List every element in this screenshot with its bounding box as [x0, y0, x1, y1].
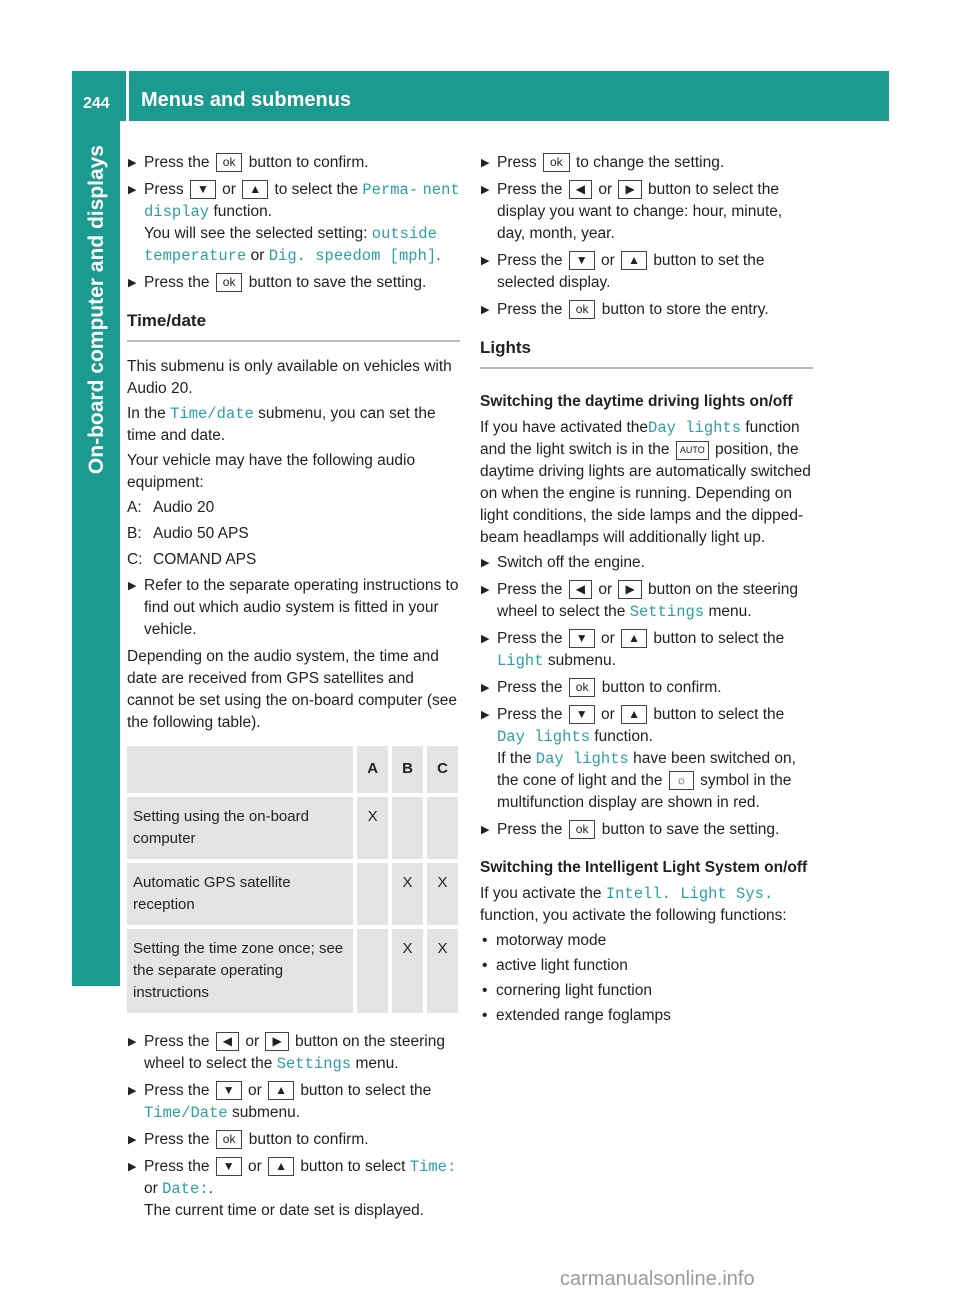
table-row: Setting the time zone once; see the separate operating instructions X X — [127, 927, 458, 1015]
up-key-icon: ▲ — [621, 629, 647, 648]
list-item: • active light function — [480, 955, 813, 977]
ok-key-icon: ok — [569, 820, 596, 839]
paragraph: If you activate the Intell. Light Sys. function, you activate the following functions: — [480, 885, 787, 924]
paragraph: In the Time/date submenu, you can set the time and date. — [127, 405, 436, 444]
right-key-icon: ▶ — [618, 180, 641, 199]
subheading: Switching the Intelligent Light System on/off — [480, 859, 808, 876]
step: ▶ Press the ◀ or ▶ button on the steering wheel to select the Settings menu. — [127, 1031, 460, 1075]
step: ▶ Press ok to change the setting. — [480, 152, 813, 174]
down-key-icon: ▼ — [216, 1157, 242, 1176]
section-heading-lights: Lights — [480, 337, 813, 369]
audio-table — [127, 746, 458, 1017]
ok-key-icon: ok — [216, 1130, 243, 1149]
up-key-icon: ▲ — [242, 180, 268, 199]
step: ▶ Press ▼ or ▲ to select the Perma- nent display function. You will see the selected setting: outside temperature or Dig. speedom [mph]. — [127, 179, 460, 267]
section-heading-time-date: Time/date — [127, 310, 460, 342]
up-key-icon: ▲ — [621, 251, 647, 270]
paragraph: Your vehicle may have the following audio equipment: — [127, 452, 416, 491]
ok-key-icon: ok — [569, 300, 596, 319]
up-key-icon: ▲ — [621, 705, 647, 724]
step: ▶ Press the ◀ or ▶ button to select the display you want to change: hour, minute, day, month, year. — [480, 179, 813, 245]
paragraph: If you have activated theDay lights function and the light switch is in the AUTO position, the daytime driving lights are automatically switched on when the engine is running. Depending on light conditions, the side lamps and the dipped-beam headlamps will additionally light up. — [480, 419, 811, 546]
step: ▶ Press the ▼ or ▲ button to select the Day lights function. If the Day lights have been switched on, the cone of light and the ☼ symbol in the multifunction display are shown in red. — [480, 704, 813, 814]
page-title: Menus and submenus — [141, 89, 352, 111]
page-header — [72, 71, 889, 121]
step: ▶ Press the ok button to confirm. — [480, 677, 813, 699]
subheading: Switching the daytime driving lights on/off — [480, 393, 793, 410]
step: ▶ Press the ▼ or ▲ button to select the Time/Date submenu. — [127, 1080, 460, 1124]
watermark: carmanualsonline.info — [560, 1268, 755, 1290]
step: ▶ Press the ok button to save the setting. — [127, 272, 460, 294]
list-item: C: COMAND APS — [127, 551, 257, 568]
left-column — [127, 152, 460, 1227]
up-key-icon: ▲ — [268, 1157, 294, 1176]
step: ▶ Press the ▼ or ▲ button to set the selected display. — [480, 250, 813, 294]
page-number: 244 — [83, 95, 110, 112]
down-key-icon: ▼ — [569, 629, 595, 648]
step: ▶ Switch off the engine. — [480, 552, 813, 574]
ok-key-icon: ok — [569, 678, 596, 697]
list-item: • motorway mode — [480, 930, 813, 952]
ok-key-icon: ok — [216, 273, 243, 292]
light-symbol-icon: ☼ — [669, 771, 694, 790]
step: ▶ Refer to the separate operating instructions to find out which audio system is fitted in your vehicle. — [127, 575, 460, 641]
down-key-icon: ▼ — [190, 180, 216, 199]
paragraph: Depending on the audio system, the time and date are received from GPS satellites and cannot be set using the on-board computer (see the following table). — [127, 648, 458, 731]
right-column — [480, 152, 813, 1030]
list-item: • extended range foglamps — [480, 1005, 813, 1027]
down-key-icon: ▼ — [216, 1081, 242, 1100]
ok-key-icon: ok — [543, 153, 570, 172]
step: ▶ Press the ▼ or ▲ button to select the Light submenu. — [480, 628, 813, 672]
side-tab — [72, 121, 120, 986]
table-row: Automatic GPS satellite reception X X — [127, 861, 458, 927]
table-header-row: A B C — [127, 746, 458, 795]
left-key-icon: ◀ — [569, 180, 592, 199]
right-key-icon: ▶ — [265, 1032, 288, 1051]
step: ▶ Press the ok button to confirm. — [127, 1129, 460, 1151]
paragraph: This submenu is only available on vehicles with Audio 20. — [127, 358, 452, 397]
ok-key-icon: ok — [216, 153, 243, 172]
list-item: • cornering light function — [480, 980, 813, 1002]
down-key-icon: ▼ — [569, 705, 595, 724]
list-item: A: Audio 20 — [127, 499, 215, 516]
down-key-icon: ▼ — [569, 251, 595, 270]
left-key-icon: ◀ — [569, 580, 592, 599]
auto-switch-icon: AUTO — [676, 441, 709, 460]
step: ▶ Press the ◀ or ▶ button on the steering wheel to select the Settings menu. — [480, 579, 813, 623]
equipment-list — [127, 497, 460, 571]
feature-list — [480, 930, 813, 1027]
step: ▶ Press the ok button to confirm. — [127, 152, 460, 174]
side-tab-label: On-board computer and displays — [85, 145, 108, 475]
table-row: Setting using the on-board computer X — [127, 795, 458, 861]
right-key-icon: ▶ — [618, 580, 641, 599]
step: ▶ Press the ▼ or ▲ button to select Time: or Date:. The current time or date set is displayed. — [127, 1156, 460, 1222]
up-key-icon: ▲ — [268, 1081, 294, 1100]
step: ▶ Press the ok button to save the setting. — [480, 819, 813, 841]
step: ▶ Press the ok button to store the entry. — [480, 299, 813, 321]
header-divider — [126, 71, 129, 121]
left-key-icon: ◀ — [216, 1032, 239, 1051]
list-item: B: Audio 50 APS — [127, 525, 249, 542]
